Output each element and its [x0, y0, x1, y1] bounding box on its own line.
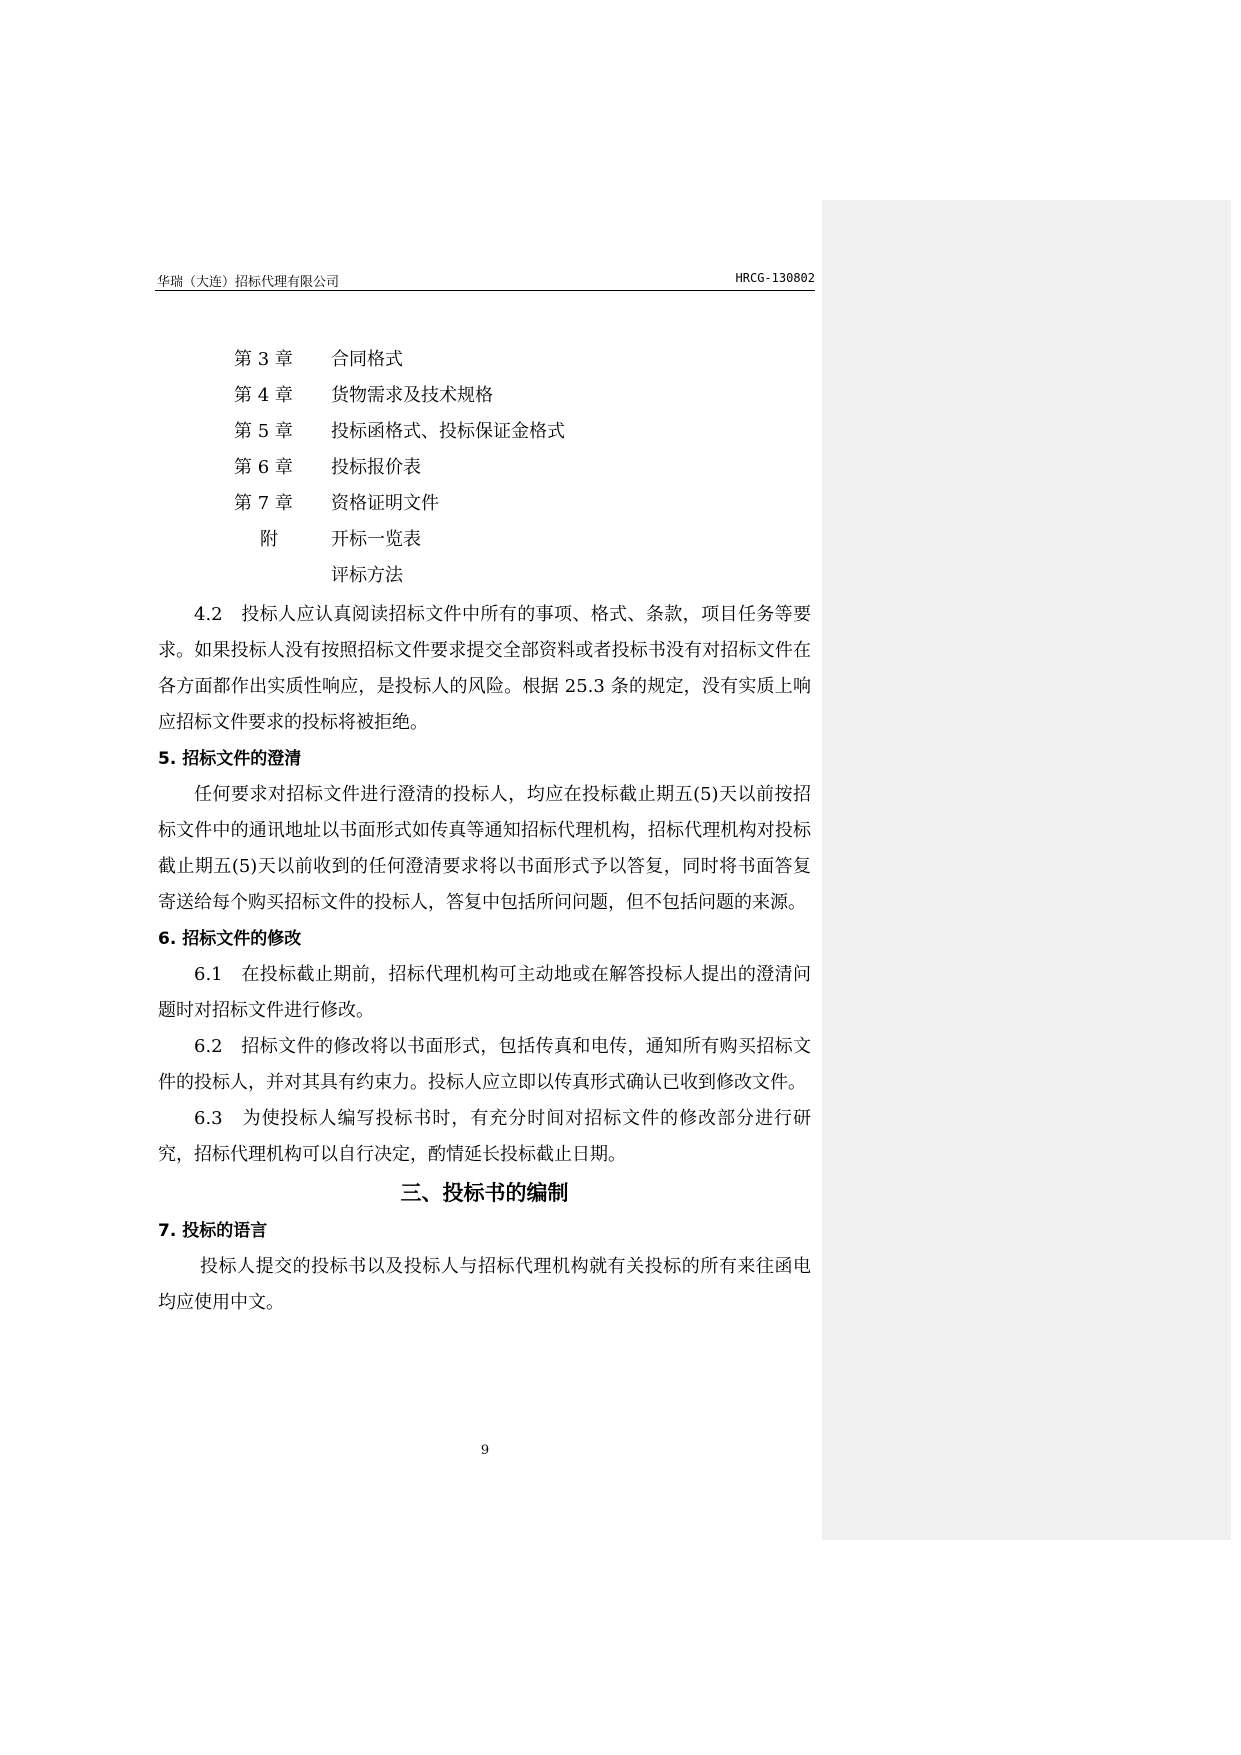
paragraph-6-2: 6.2 招标文件的修改将以书面形式，包括传真和电传，通知所有购买招标文件的投标人，并对其具有约束力。投标人应立即以传真形式确认已收到修改文件。 — [158, 1036, 811, 1093]
chapter-number: 第 4 章 — [234, 385, 293, 406]
paragraph-6-1: 6.1 在投标截止期前，招标代理机构可主动地或在解答投标人提出的澄清问题时对招标文件进行修改。 — [158, 964, 811, 1021]
chapter-title: 货物需求及技术规格 — [331, 385, 493, 406]
document-body — [158, 597, 811, 1321]
chapter-title: 投标函格式、投标保证金格式 — [331, 421, 565, 442]
chapter-number: 第 5 章 — [234, 421, 293, 442]
page-number: 9 — [480, 1443, 490, 1458]
chapter-title: 开标一览表 — [331, 529, 421, 550]
paragraph-6-3: 6.3 为使投标人编写投标书时，有充分时间对招标文件的修改部分进行研究，招标代理机构可以自行决定，酌情延长投标截止日期。 — [158, 1108, 811, 1165]
section-heading-5: 5. 招标文件的澄清 — [158, 749, 302, 769]
header-company: 华瑞（大连）招标代理有限公司 — [157, 275, 340, 290]
section-heading-6: 6. 招标文件的修改 — [158, 929, 302, 949]
chapter-number: 第 6 章 — [234, 457, 293, 478]
chapter-heading: 三、投标书的编制 — [400, 1181, 569, 1205]
paragraph-4-2: 4.2 投标人应认真阅读招标文件中所有的事项、格式、条款，项目任务等要求。如果投标人没有按照招标文件要求提交全部资料或者投标书没有对招标文件在各方面都作出实质性响应，是投标人的风险。根据 25.3 条的规定，没有实质上响应招标文件要求的投标将被拒绝。 — [158, 604, 811, 733]
chapter-title: 评标方法 — [331, 565, 403, 586]
chapter-list — [0, 345, 1241, 597]
chapter-list-item — [0, 417, 1241, 453]
chapter-list-item — [0, 345, 1241, 381]
chapter-number: 第 7 章 — [234, 493, 293, 514]
paragraph-7: 投标人提交的投标书以及投标人与招标代理机构就有关投标的所有来往函电均应使用中文。 — [158, 1256, 811, 1313]
appendix-label: 附 — [260, 529, 278, 550]
chapter-list-item — [0, 525, 1241, 561]
chapter-title: 投标报价表 — [331, 457, 421, 478]
chapter-number: 第 3 章 — [234, 349, 293, 370]
chapter-list-item — [0, 561, 1241, 597]
chapter-list-item — [0, 381, 1241, 417]
paragraph-5: 任何要求对招标文件进行澄清的投标人，均应在投标截止期五(5)天以前按招标文件中的通讯地址以书面形式如传真等通知招标代理机构，招标代理机构对投标截止期五(5)天以前收到的任何澄清要求将以书面形式予以答复，同时将书面答复寄送给每个购买招标文件的投标人，答复中包括所问问题，但不包括问题的来源。 — [158, 784, 811, 913]
header-code: HRCG-130802 — [735, 271, 815, 285]
chapter-title: 资格证明文件 — [331, 493, 439, 514]
chapter-list-item — [0, 489, 1241, 525]
section-heading-7: 7. 投标的语言 — [158, 1221, 268, 1241]
chapter-title: 合同格式 — [331, 349, 403, 370]
chapter-list-item — [0, 453, 1241, 489]
page-header — [155, 268, 815, 291]
